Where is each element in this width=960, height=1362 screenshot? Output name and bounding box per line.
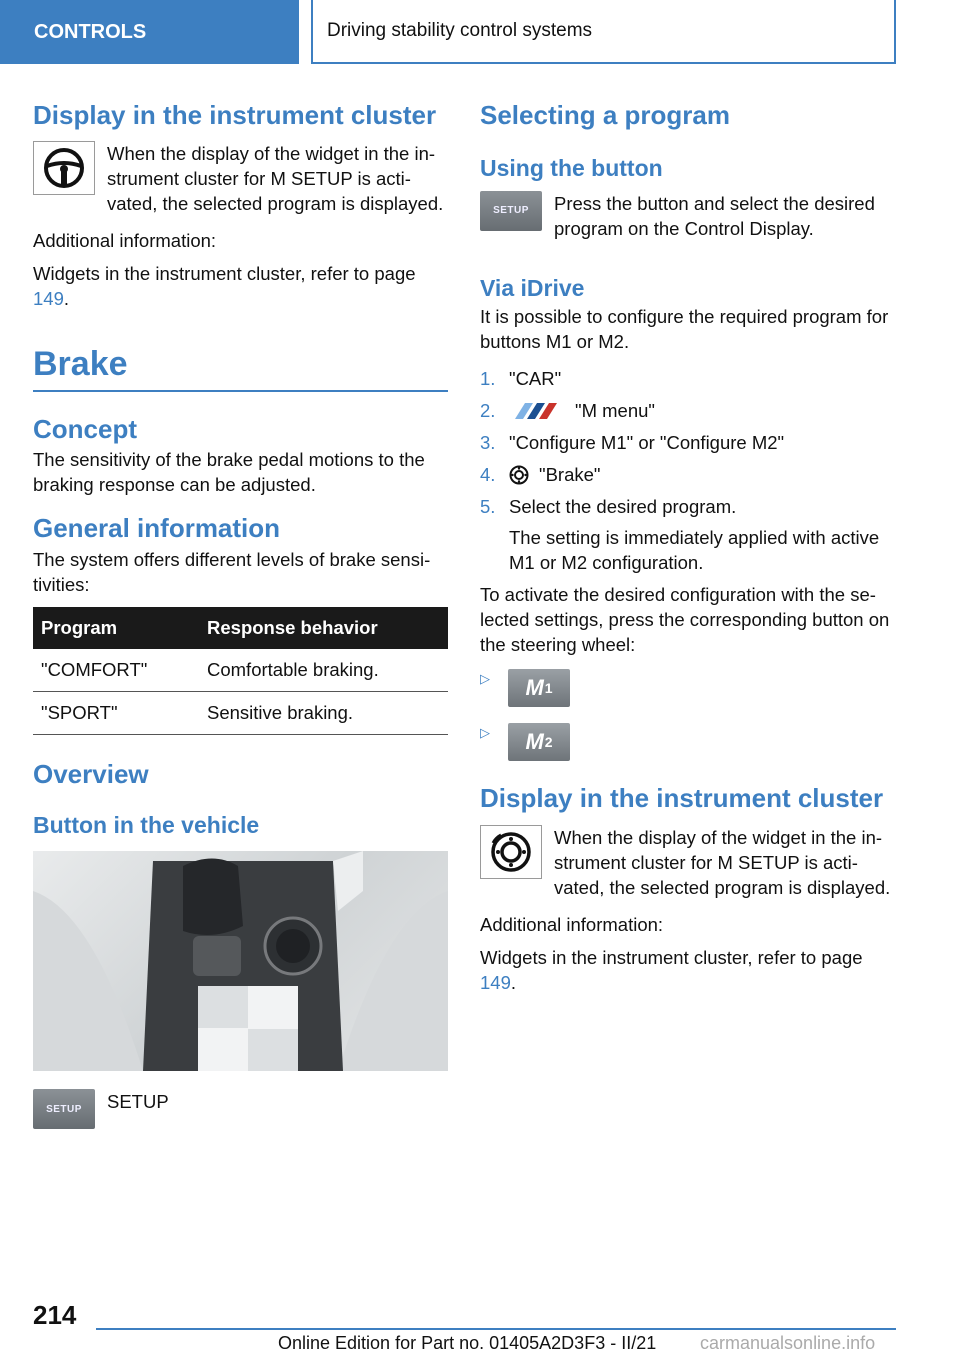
table-cell: Comfortable braking. xyxy=(199,649,448,692)
footer-divider xyxy=(96,1328,896,1330)
idrive-text: It is possible to configure the required program for buttons M1 or M2. xyxy=(480,306,889,353)
setup-caption-row xyxy=(33,1089,448,1129)
right-column xyxy=(480,100,895,995)
brake-heading: Brake xyxy=(33,345,128,384)
list-item: 5. Select the desired program. xyxy=(480,496,737,518)
idrive-steps xyxy=(480,366,895,519)
vehicle-console-photo xyxy=(33,851,448,1071)
m-buttons-list xyxy=(480,669,895,761)
list-item: 4. "Brake" xyxy=(480,464,601,486)
activate-text: To activate the desired configuration with the selected settings, press the corresponding button on the steering wheel: xyxy=(480,584,890,656)
table-cell: "SPORT" xyxy=(33,691,199,734)
display-heading: Display in the instrument cluster xyxy=(33,100,437,130)
step5-note: The setting is immediately applied with active M1 or M2 configuration. xyxy=(509,527,880,574)
list-item xyxy=(480,723,895,761)
using-button-heading: Using the button xyxy=(480,155,663,182)
display-heading-right: Display in the instrument cluster xyxy=(480,783,884,814)
table-cell: "COMFORT" xyxy=(33,649,199,692)
m-stripes-icon xyxy=(509,398,563,423)
widgets-ref-right: Widgets in the instrument cluster, refer to page 149. xyxy=(480,946,863,993)
general-heading: General information xyxy=(33,513,281,544)
widgets-ref: Widgets in the instrument cluster, refer to page 149. xyxy=(33,263,416,310)
page-number: 214 xyxy=(33,1300,77,1330)
selecting-heading: Selecting a program xyxy=(480,100,730,130)
steering-wheel-icon xyxy=(33,141,95,195)
setup-button-icon: SETUP xyxy=(33,1089,95,1129)
list-item: 1. "CAR" xyxy=(480,368,562,390)
display-text: When the display of the widget in the instrument cluster for M SETUP is activated, the selected program is displayed. xyxy=(107,143,444,215)
using-button-text: Press the button and select the desired program on the Control Display. xyxy=(554,192,875,239)
m1-button-icon: M 1 xyxy=(508,669,570,707)
display-text-right: When the display of the widget in the instrument cluster for M SETUP is activated, the selected program is displayed. xyxy=(554,826,891,898)
list-item xyxy=(480,669,895,707)
general-text: The system offers different levels of brake sensitivities: xyxy=(33,548,431,595)
table-row xyxy=(33,691,448,734)
table-cell: Sensitive braking. xyxy=(199,691,448,734)
footer-edition: Online Edition for Part no. 01405A2D3F3 - II/21 xyxy=(278,1333,657,1353)
header-chapter: Driving stability control systems xyxy=(311,0,896,64)
setup-button-icon: SETUP xyxy=(480,191,542,231)
brake-disc-icon xyxy=(480,825,542,879)
triangle-bullet-icon: ▷ xyxy=(480,671,490,687)
brake-heading-block xyxy=(33,345,448,392)
triangle-bullet-icon: ▷ xyxy=(480,725,490,741)
table-row xyxy=(33,649,448,692)
using-button-row xyxy=(480,191,895,241)
setup-caption: SETUP xyxy=(107,1091,169,1113)
list-item: 2. "M menu" xyxy=(480,400,655,422)
m2-button-icon: M 2 xyxy=(508,723,570,761)
brake-table xyxy=(33,607,448,735)
header-section: CONTROLS xyxy=(0,0,299,64)
table-header-row xyxy=(33,607,448,649)
concept-text: The sensitivity of the brake pedal motions to the braking response can be adjusted. xyxy=(33,449,425,496)
page-link[interactable]: 149 xyxy=(33,288,64,310)
overview-heading: Overview xyxy=(33,758,149,789)
console-illustration xyxy=(33,851,448,1071)
button-in-vehicle-heading: Button in the vehicle xyxy=(33,811,260,838)
additional-info: Additional information: xyxy=(33,230,217,252)
concept-heading: Concept xyxy=(33,414,137,445)
list-item: 3. "Configure M1" or "Configure M2" xyxy=(480,432,785,454)
display-row-right xyxy=(480,825,895,900)
idrive-heading: Via iDrive xyxy=(480,274,585,301)
additional-info-right: Additional information: xyxy=(480,913,664,935)
watermark: carmanualsonline.info xyxy=(700,1333,876,1353)
left-column xyxy=(33,100,448,1129)
display-row xyxy=(33,141,448,216)
table-header: Program xyxy=(33,607,199,649)
page-link[interactable]: 149 xyxy=(480,971,511,993)
brake-icon xyxy=(509,462,529,487)
table-header: Response behavior xyxy=(199,607,448,649)
